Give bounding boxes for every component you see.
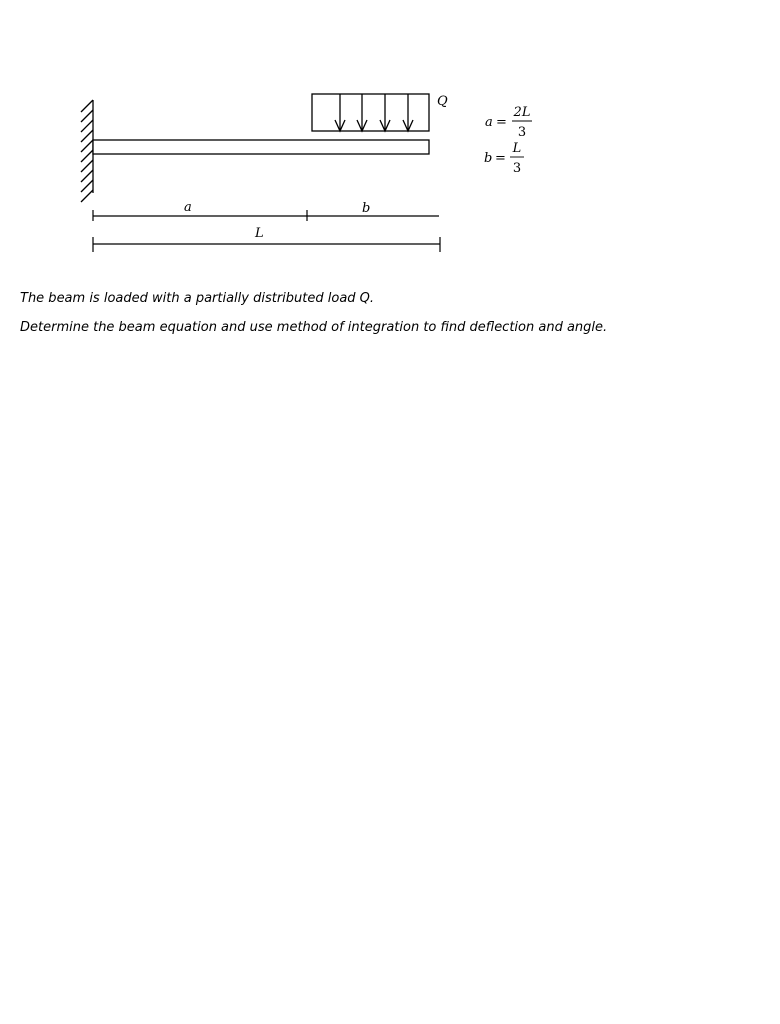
equation-a-denominator: 3 bbox=[517, 125, 527, 140]
load-arrow bbox=[335, 94, 345, 131]
equation-a-numerator: 2L bbox=[513, 105, 531, 120]
equation-b-denominator: 3 bbox=[512, 161, 522, 176]
dimension-b-label: b bbox=[362, 201, 371, 216]
dimension-a-b bbox=[93, 210, 439, 221]
beam-diagram bbox=[0, 0, 780, 280]
problem-statement-line-2: Determine the beam equation and use method of integration to find deflection and angle. bbox=[20, 320, 608, 335]
equation-b-lhs: b bbox=[484, 151, 493, 166]
equation-b-equals: = bbox=[495, 151, 506, 166]
dimension-a-label: a bbox=[184, 200, 192, 215]
equation-a bbox=[485, 105, 532, 140]
load-arrow bbox=[380, 94, 390, 131]
distributed-load bbox=[312, 94, 429, 131]
fixed-wall-support bbox=[81, 100, 93, 202]
load-label: Q bbox=[437, 94, 448, 109]
problem-statement-line-1: The beam is loaded with a partially distributed load Q. bbox=[20, 291, 375, 306]
dimension-L bbox=[93, 237, 440, 252]
equation-b-numerator: L bbox=[512, 141, 522, 156]
cantilever-beam bbox=[93, 140, 429, 154]
load-arrow bbox=[403, 94, 413, 131]
load-arrow bbox=[357, 94, 367, 131]
equation-a-equals: = bbox=[496, 115, 507, 130]
equation-b bbox=[484, 141, 524, 176]
equation-a-lhs: a bbox=[485, 115, 493, 130]
dimension-L-label: L bbox=[255, 226, 264, 241]
